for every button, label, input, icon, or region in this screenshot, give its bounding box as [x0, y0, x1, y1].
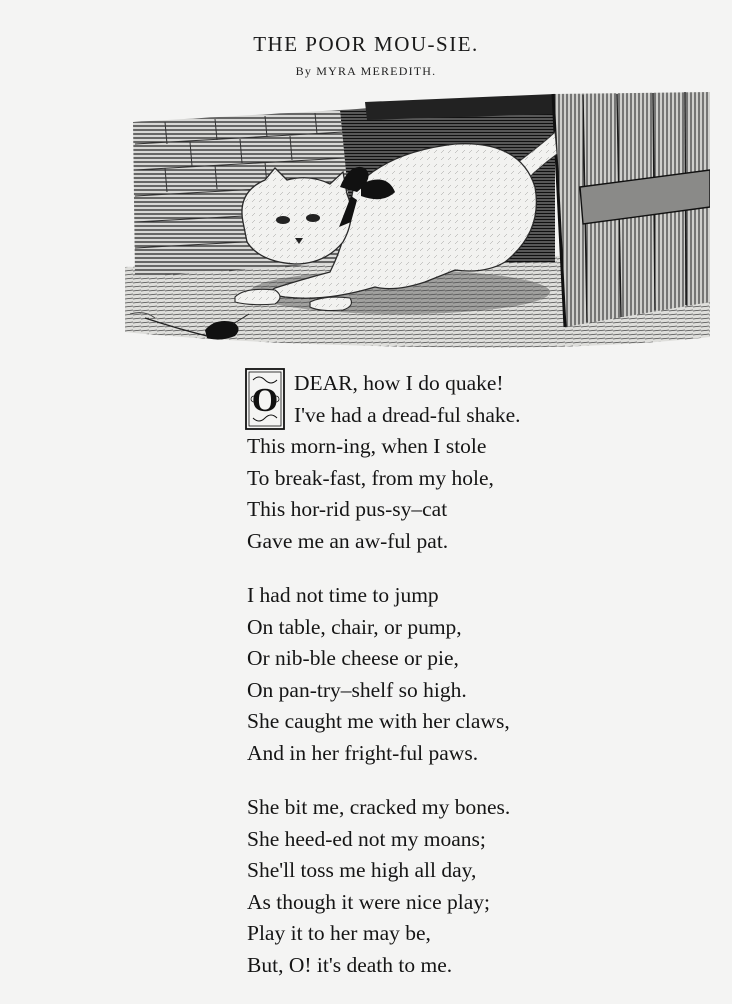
poem-line: DEAR, how I do quake!	[294, 371, 504, 395]
ornamental-dropcap	[245, 368, 285, 430]
stanza-3	[247, 792, 687, 981]
poem-line: But, O! it's death to me.	[247, 952, 453, 977]
poem-line: She heed-ed not my moans;	[247, 826, 486, 851]
poem-line: This hor-rid pus-sy–cat	[247, 497, 448, 521]
poem-line: On pan-try–shelf so high.	[247, 677, 467, 702]
poem-line: I had not time to jump	[247, 583, 439, 607]
poem-line: She'll toss me high all day,	[247, 858, 477, 882]
poem-line: And in her fright-ful paws.	[247, 740, 479, 765]
poem-line: This morn-ing, when I stole	[247, 434, 487, 458]
stanza-1	[247, 368, 687, 557]
poem-line: She caught me with her claws,	[247, 709, 510, 733]
poem-line: Or nib-ble cheese or pie,	[247, 646, 459, 670]
poem-line: On table, chair, or pump,	[247, 614, 462, 639]
poem-line: As though it were nice play;	[247, 889, 491, 914]
poem-line: Play it to her may be,	[247, 921, 431, 945]
poem-line: I've had a dread-ful shake.	[294, 402, 521, 427]
kitten-mouse-illustration	[125, 92, 710, 354]
poem-title: THE POOR MOU-SIE.	[253, 32, 479, 56]
poem-line: Gave me an aw-ful pat.	[247, 528, 449, 553]
author-byline: By MYRA MEREDITH.	[295, 64, 437, 78]
poem-line: To break-fast, from my hole,	[247, 465, 494, 490]
poem-body	[247, 368, 687, 1004]
dropcap-letter: O	[251, 382, 279, 419]
poem-line: She bit me, cracked my bones.	[247, 795, 511, 819]
stanza-2	[247, 580, 687, 769]
